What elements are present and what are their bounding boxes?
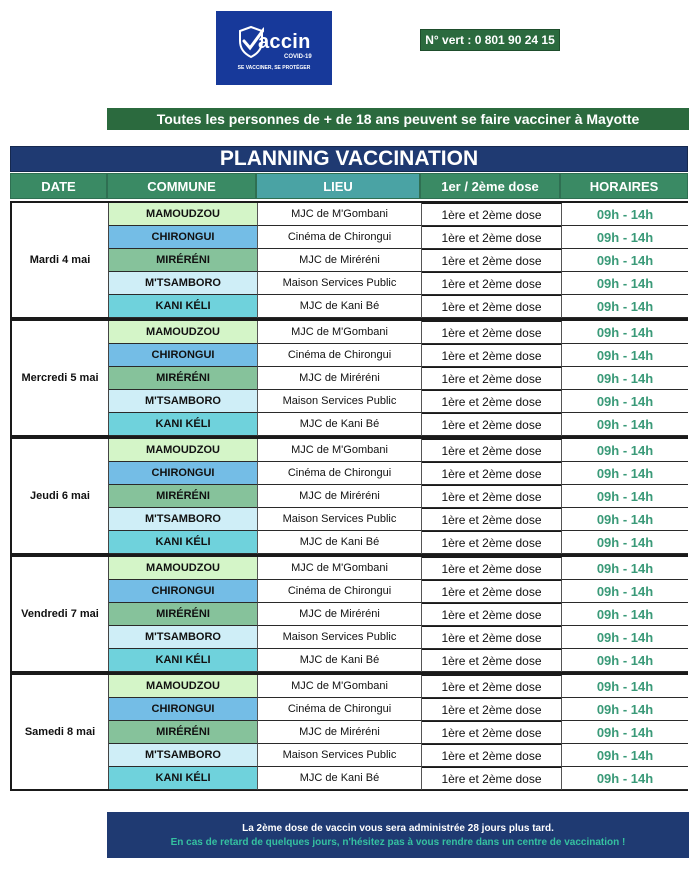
hotline-number: N° vert : 0 801 90 24 15 (420, 29, 560, 51)
day-block (10, 555, 688, 673)
lieu-cell: MJC de Kani Bé (258, 649, 422, 672)
hours-cell: 09h - 14h (562, 557, 688, 580)
commune-cell: CHIRONGUI (109, 344, 258, 367)
lieu-cell: Maison Services Public (258, 744, 422, 767)
table-row (109, 557, 688, 580)
lieu-cell: MJC de Kani Bé (258, 531, 422, 554)
table-row (109, 721, 688, 744)
table-row (109, 485, 688, 508)
dose-cell: 1ère et 2ème dose (422, 698, 562, 721)
hours-cell: 09h - 14h (562, 439, 688, 462)
hours-cell: 09h - 14h (562, 249, 688, 272)
hours-cell: 09h - 14h (562, 744, 688, 767)
header-commune: COMMUNE (107, 173, 256, 199)
table-row (109, 462, 688, 485)
table-row (109, 413, 688, 436)
commune-cell: M'TSAMBORO (109, 390, 258, 413)
table-row (109, 295, 688, 318)
day-label: Jeudi 6 mai (12, 439, 109, 553)
header-dose: 1er / 2ème dose (420, 173, 560, 199)
dose-cell: 1ère et 2ème dose (422, 226, 562, 249)
logo-word: accin (258, 31, 311, 53)
dose-cell: 1ère et 2ème dose (422, 367, 562, 390)
lieu-cell: MJC de Miréréni (258, 603, 422, 626)
hours-cell: 09h - 14h (562, 580, 688, 603)
lieu-cell: MJC de M'Gombani (258, 439, 422, 462)
table-row (109, 367, 688, 390)
hours-cell: 09h - 14h (562, 603, 688, 626)
hours-cell: 09h - 14h (562, 675, 688, 698)
table-row (109, 603, 688, 626)
footer-line-1: La 2ème dose de vaccin vous sera administrée 28 jours plus tard. (242, 822, 554, 834)
dose-cell: 1ère et 2ème dose (422, 649, 562, 672)
dose-cell: 1ère et 2ème dose (422, 767, 562, 790)
hours-cell: 09h - 14h (562, 767, 688, 790)
commune-cell: M'TSAMBORO (109, 272, 258, 295)
header-hours: HORAIRES (560, 173, 688, 199)
table-row (109, 249, 688, 272)
footer-notice (107, 812, 689, 858)
table-row (109, 767, 688, 790)
dose-cell: 1ère et 2ème dose (422, 439, 562, 462)
table-row (109, 390, 688, 413)
day-block (10, 319, 688, 437)
logo-tagline: SE VACCINER, SE PROTÉGER (237, 65, 311, 71)
commune-cell: M'TSAMBORO (109, 508, 258, 531)
hours-cell: 09h - 14h (562, 367, 688, 390)
hours-cell: 09h - 14h (562, 462, 688, 485)
hours-cell: 09h - 14h (562, 295, 688, 318)
dose-cell: 1ère et 2ème dose (422, 321, 562, 344)
hours-cell: 09h - 14h (562, 413, 688, 436)
table-row (109, 626, 688, 649)
commune-cell: MAMOUDZOU (109, 675, 258, 698)
commune-cell: KANI KÉLI (109, 413, 258, 436)
hours-cell: 09h - 14h (562, 508, 688, 531)
hours-cell: 09h - 14h (562, 485, 688, 508)
page-title: PLANNING VACCINATION (10, 146, 688, 172)
commune-cell: MIRÉRÉNI (109, 721, 258, 744)
lieu-cell: MJC de Kani Bé (258, 413, 422, 436)
lieu-cell: MJC de Miréréni (258, 485, 422, 508)
dose-cell: 1ère et 2ème dose (422, 580, 562, 603)
lieu-cell: Cinéma de Chirongui (258, 580, 422, 603)
header-lieu: LIEU (256, 173, 420, 199)
commune-cell: MAMOUDZOU (109, 321, 258, 344)
lieu-cell: Cinéma de Chirongui (258, 462, 422, 485)
dose-cell: 1ère et 2ème dose (422, 675, 562, 698)
table-row (109, 508, 688, 531)
table-row (109, 675, 688, 698)
table-row (109, 439, 688, 462)
hours-cell: 09h - 14h (562, 272, 688, 295)
commune-cell: MIRÉRÉNI (109, 249, 258, 272)
day-block (10, 201, 688, 319)
hours-cell: 09h - 14h (562, 344, 688, 367)
hours-cell: 09h - 14h (562, 321, 688, 344)
dose-cell: 1ère et 2ème dose (422, 485, 562, 508)
table-row (109, 203, 688, 226)
table-row (109, 580, 688, 603)
lieu-cell: Maison Services Public (258, 272, 422, 295)
dose-cell: 1ère et 2ème dose (422, 295, 562, 318)
hours-cell: 09h - 14h (562, 626, 688, 649)
commune-cell: KANI KÉLI (109, 531, 258, 554)
lieu-cell: MJC de M'Gombani (258, 557, 422, 580)
hours-cell: 09h - 14h (562, 531, 688, 554)
commune-cell: KANI KÉLI (109, 649, 258, 672)
lieu-cell: MJC de Kani Bé (258, 767, 422, 790)
lieu-cell: Maison Services Public (258, 390, 422, 413)
day-label: Vendredi 7 mai (12, 557, 109, 671)
lieu-cell: MJC de M'Gombani (258, 675, 422, 698)
lieu-cell: MJC de Miréréni (258, 721, 422, 744)
lieu-cell: MJC de M'Gombani (258, 203, 422, 226)
commune-cell: CHIRONGUI (109, 462, 258, 485)
commune-cell: CHIRONGUI (109, 580, 258, 603)
table-row (109, 744, 688, 767)
lieu-cell: MJC de Miréréni (258, 367, 422, 390)
lieu-cell: Cinéma de Chirongui (258, 226, 422, 249)
hours-cell: 09h - 14h (562, 698, 688, 721)
hours-cell: 09h - 14h (562, 649, 688, 672)
lieu-cell: Cinéma de Chirongui (258, 698, 422, 721)
commune-cell: MIRÉRÉNI (109, 603, 258, 626)
dose-cell: 1ère et 2ème dose (422, 413, 562, 436)
lieu-cell: MJC de Kani Bé (258, 295, 422, 318)
table-row (109, 321, 688, 344)
lieu-cell: Cinéma de Chirongui (258, 344, 422, 367)
commune-cell: M'TSAMBORO (109, 744, 258, 767)
table-row (109, 344, 688, 367)
commune-cell: MIRÉRÉNI (109, 367, 258, 390)
commune-cell: M'TSAMBORO (109, 626, 258, 649)
day-block (10, 673, 688, 791)
dose-cell: 1ère et 2ème dose (422, 344, 562, 367)
dose-cell: 1ère et 2ème dose (422, 462, 562, 485)
dose-cell: 1ère et 2ème dose (422, 272, 562, 295)
dose-cell: 1ère et 2ème dose (422, 249, 562, 272)
commune-cell: CHIRONGUI (109, 226, 258, 249)
dose-cell: 1ère et 2ème dose (422, 390, 562, 413)
hours-cell: 09h - 14h (562, 721, 688, 744)
lieu-cell: MJC de Miréréni (258, 249, 422, 272)
commune-cell: MAMOUDZOU (109, 439, 258, 462)
commune-cell: MAMOUDZOU (109, 557, 258, 580)
dose-cell: 1ère et 2ème dose (422, 203, 562, 226)
dose-cell: 1ère et 2ème dose (422, 557, 562, 580)
dose-cell: 1ère et 2ème dose (422, 626, 562, 649)
hours-cell: 09h - 14h (562, 203, 688, 226)
footer-line-2: En cas de retard de quelques jours, n'hésitez pas à vous rendre dans un centre de vaccination ! (170, 836, 626, 848)
header-date: DATE (10, 173, 107, 199)
table-row (109, 272, 688, 295)
dose-cell: 1ère et 2ème dose (422, 603, 562, 626)
day-block (10, 437, 688, 555)
dose-cell: 1ère et 2ème dose (422, 721, 562, 744)
hours-cell: 09h - 14h (562, 226, 688, 249)
day-label: Mardi 4 mai (12, 203, 109, 317)
hours-cell: 09h - 14h (562, 390, 688, 413)
vaccin-covid-logo (216, 11, 332, 85)
logo-covid: COVID-19 (284, 54, 312, 60)
table-row (109, 531, 688, 554)
commune-cell: KANI KÉLI (109, 767, 258, 790)
day-label: Mercredi 5 mai (12, 321, 109, 435)
dose-cell: 1ère et 2ème dose (422, 531, 562, 554)
table-row (109, 649, 688, 672)
dose-cell: 1ère et 2ème dose (422, 744, 562, 767)
lieu-cell: Maison Services Public (258, 508, 422, 531)
table-row (109, 698, 688, 721)
day-label: Samedi 8 mai (12, 675, 109, 789)
lieu-cell: MJC de M'Gombani (258, 321, 422, 344)
commune-cell: CHIRONGUI (109, 698, 258, 721)
dose-cell: 1ère et 2ème dose (422, 508, 562, 531)
schedule-table (10, 201, 688, 791)
lieu-cell: Maison Services Public (258, 626, 422, 649)
commune-cell: MIRÉRÉNI (109, 485, 258, 508)
commune-cell: MAMOUDZOU (109, 203, 258, 226)
table-row (109, 226, 688, 249)
commune-cell: KANI KÉLI (109, 295, 258, 318)
eligibility-banner: Toutes les personnes de + de 18 ans peuvent se faire vacciner à Mayotte (107, 108, 689, 130)
